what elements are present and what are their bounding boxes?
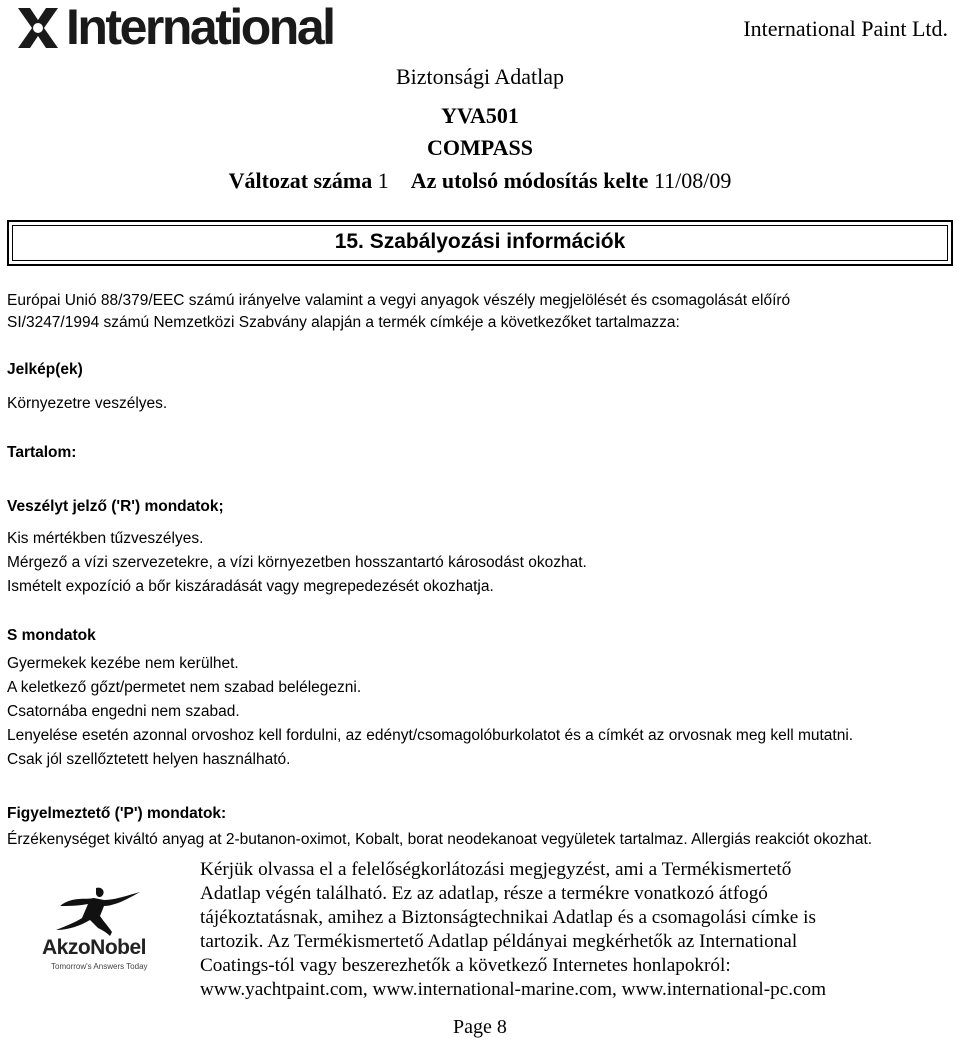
r-phrase: Ismételt expozíció a bőr kiszáradását vagy megrepedezését okozhatja. [7, 578, 494, 595]
s-phrase: Csatornába engedni nem szabad. [7, 703, 240, 720]
p-phrase: Érzékenységet kiváltó anyag at 2-butanon-oximot, Kobalt, borat neodekanoat vegyületek tartalmaz. Allergiás reakciót okozhat. [7, 831, 873, 848]
symbols-text: Környezetre veszélyes. [7, 395, 168, 412]
product-name: COMPASS [427, 135, 533, 160]
s-phrase: Csak jól szellőztetett helyen használható. [7, 751, 291, 768]
disclaimer-line: www.yachtpaint.com, www.international-marine.com, www.international-pc.com [200, 979, 827, 1000]
s-phrase: Lenyelése esetén azonnal orvoshoz kell fordulni, az edényt/csomagolóburkolatot és a címkét az orvosnak meg kell mutatni. [7, 727, 854, 744]
version-line [0, 168, 960, 194]
disclaimer-line: Adatlap végén található. Ez az adatlap, része a termékre vonatkozó átfogó [200, 883, 768, 904]
r-phrase: Mérgező a vízi szervezetekre, a vízi környezetben hosszantartó károsodást okozhat. [7, 554, 587, 571]
s-phrases-heading: S mondatok [7, 627, 96, 644]
s-phrase: A keletkező gőzt/permetet nem szabad belélegezni. [7, 679, 362, 696]
product-code: YVA501 [441, 103, 519, 128]
company-name: International Paint Ltd. [743, 16, 948, 41]
p-phrases-heading: Figyelmeztető ('P') mondatok: [7, 805, 227, 822]
r-phrases-heading: Veszélyt jelző ('R') mondatok; [7, 498, 224, 515]
symbols-heading: Jelkép(ek) [7, 361, 83, 378]
page-number: Page 8 [453, 1016, 507, 1038]
akzonobel-name: AkzoNobel [42, 936, 147, 959]
disclaimer-line: tartozik. Az Termékismertető Adatlap példányai megkérhetők az International [200, 931, 798, 952]
disclaimer [200, 858, 950, 1002]
section-title: 15. Szabályozási információk [334, 230, 626, 253]
r-phrase: Kis mértékben tűzveszélyes. [7, 530, 204, 547]
intro-line-1: Európai Unió 88/379/EEC számú irányelve valamint a vegyi anyagok vészély megjelölését és csomagolását előíró [7, 292, 791, 309]
international-x-mark-icon [14, 4, 62, 52]
disclaimer-line: Coatings-tól vagy beszerezhetők a következő Internetes honlapokról: [200, 955, 731, 976]
disclaimer-line: Kérjük olvassa el a felelőségkorlátozási megjegyzést, ami a Termékismertető [200, 859, 792, 880]
version-value: 1 [377, 168, 389, 193]
modified-label: Az utolsó módosítás kelte [410, 168, 649, 193]
akzonobel-figure-icon [42, 884, 152, 940]
disclaimer-line: tájékoztatásnak, amihez a Biztonságtechnikai Adatlap és a csomagolási címke is [200, 907, 816, 928]
version-label: Változat száma [228, 168, 373, 193]
contents-heading: Tartalom: [7, 444, 77, 461]
s-phrase: Gyermekek kezébe nem kerülhet. [7, 655, 239, 672]
document-type: Biztonsági Adatlap [395, 64, 565, 89]
intro-line-2: SI/3247/1994 számú Nemzetközi Szabvány alapján a termék címkéje a következőket tartalmazza: [7, 314, 680, 331]
modified-value: 11/08/09 [653, 168, 732, 193]
section-header-box [7, 220, 953, 266]
akzonobel-logo [34, 884, 164, 974]
logo-wordmark: International [66, 0, 334, 55]
international-logo [14, 0, 344, 55]
akzonobel-tagline: Tomorrow's Answers Today [51, 962, 148, 971]
